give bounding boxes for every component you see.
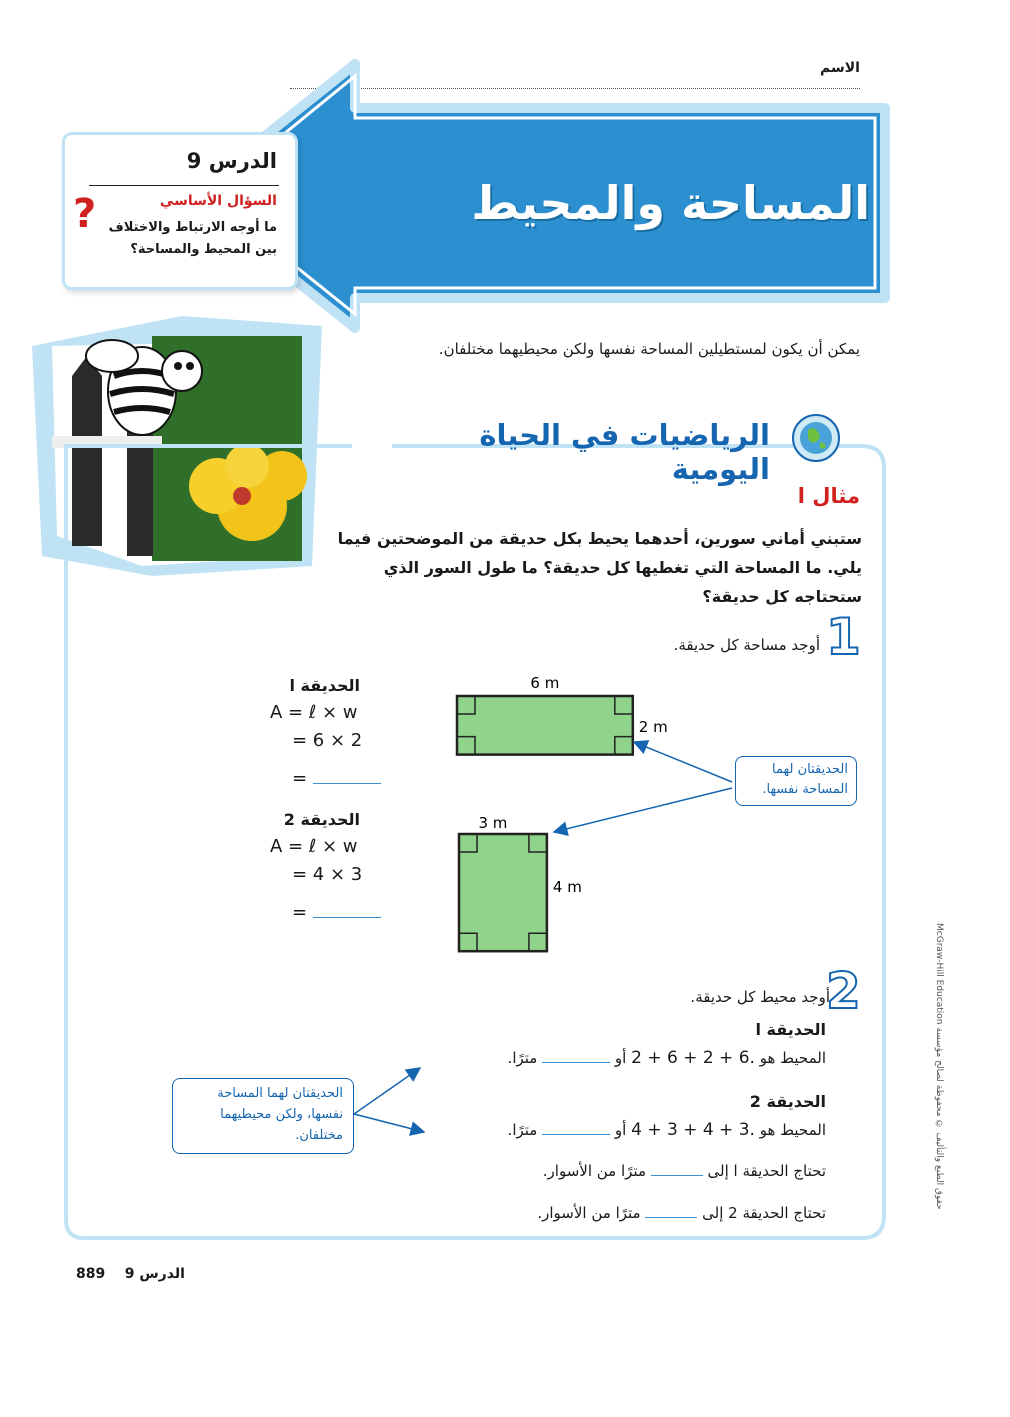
perimeter-garden-1-heading: الحديقة ا (755, 1020, 826, 1039)
perimeter-garden-1-line (420, 1048, 826, 1068)
unit-text: مترًا. (507, 1049, 538, 1067)
garden-2-substitution: = 4 × 3 (292, 864, 363, 885)
fence-2-prefix: تحتاج الحديقة 2 إلى (702, 1204, 826, 1222)
same-area-callout: الحديقتان لهما المساحة نفسها. (735, 756, 857, 806)
fence-suffix: مترًا من الأسوار. (537, 1204, 641, 1222)
fence-suffix: مترًا من الأسوار. (542, 1162, 646, 1180)
unit-text: مترًا. (507, 1121, 538, 1139)
step-1-number: 1 (826, 608, 861, 666)
essential-question-text: ما أوجه الارتباط والاختلاف بين المحيط والمساحة؟ (108, 220, 277, 257)
garden-2-length-label: 4 m (552, 878, 582, 896)
fence-2-blank[interactable] (645, 1205, 697, 1218)
footer-lesson-label: الدرس 9 (124, 1266, 185, 1282)
example-text: ستبني أماني سورين، أحدهما يحيط بكل حديقة من الموضحتين فيما يلي. ما المساحة التي تغطيها كل حديقة؟ ما طول السور الذي ستحتاجه كل حديقة؟ (337, 529, 862, 606)
equals-sign: = (292, 768, 308, 789)
equals-sign: = (292, 902, 308, 923)
essential-question-label: السؤال الأساسي (159, 193, 277, 209)
fence-1-blank[interactable] (651, 1163, 703, 1176)
garden-1-heading: الحديقة ا (289, 676, 360, 695)
callout-arrow-2 (554, 788, 732, 832)
garden-2-formula: A = ℓ × w (270, 836, 358, 857)
callout-2-arrows (350, 1060, 430, 1140)
perimeter-prefix: المحيط هو (759, 1049, 826, 1067)
garden-1-rectangle (457, 696, 633, 755)
garden-1-substitution: = 6 × 2 (292, 730, 363, 751)
page-number: 889 (76, 1266, 106, 1282)
perimeter-2-blank[interactable] (542, 1120, 610, 1135)
garden-2-heading: الحديقة 2 (283, 810, 360, 829)
perimeter-1-blank[interactable] (542, 1048, 610, 1063)
step-2-instruction: أوجد محيط كل حديقة. (690, 988, 830, 1006)
garden-2-answer-row (292, 902, 381, 923)
or-word: أو (614, 1121, 627, 1139)
perimeter-prefix: المحيط هو (759, 1121, 826, 1139)
step-2-number: 2 (826, 962, 861, 1020)
different-perimeter-callout: الحديقتان لهما المساحة نفسها، ولكن محيطيهما مختلفان. (172, 1078, 354, 1154)
globe-icon (790, 412, 842, 464)
perimeter-1-expression: 2 + 6 + 2 + 6. (631, 1048, 755, 1068)
question-mark-icon: ? (73, 191, 97, 237)
step-1-instruction: أوجد مساحة كل حديقة. (673, 636, 820, 654)
garden-1-formula: A = ℓ × w (270, 702, 358, 723)
fence-garden-1-line (440, 1162, 826, 1180)
perimeter-garden-2-line (420, 1120, 826, 1140)
perimeter-2-expression: 4 + 3 + 4 + 3. (631, 1120, 755, 1140)
gardens-diagram (420, 664, 740, 964)
divider (89, 185, 279, 186)
garden-1-area-blank[interactable] (313, 769, 381, 784)
garden-2-area-blank[interactable] (313, 903, 381, 918)
callout-arrow-1 (634, 742, 732, 782)
name-label: الاسم (820, 60, 860, 76)
lesson-title: الدرس 9 (186, 149, 277, 173)
publisher-credit: حقوق الطبع والتأليف © محفوظة لصالح مؤسسة McGraw-Hill Education (934, 923, 944, 1210)
intro-text: يمكن أن يكون لمستطيلين المساحة نفسها ولكن محيطيهما مختلفان. (438, 340, 860, 358)
garden-1-width-label: 2 m (638, 718, 668, 736)
lesson-info-box (62, 132, 298, 290)
section-title: الرياضيات في الحياة اليومية (479, 418, 770, 486)
garden-2-width-label: 3 m (478, 814, 508, 832)
page-footer (76, 1266, 186, 1282)
perimeter-garden-2-heading: الحديقة 2 (749, 1092, 826, 1111)
garden-1-answer-row (292, 768, 381, 789)
example-label: مثال ا (797, 484, 860, 508)
or-word: أو (614, 1049, 627, 1067)
fence-garden-2-line (440, 1204, 826, 1222)
page-title: المساحة والمحيط (471, 176, 870, 230)
fence-1-prefix: تحتاج الحديقة ا إلى (707, 1162, 826, 1180)
garden-1-length-label: 6 m (530, 674, 560, 692)
